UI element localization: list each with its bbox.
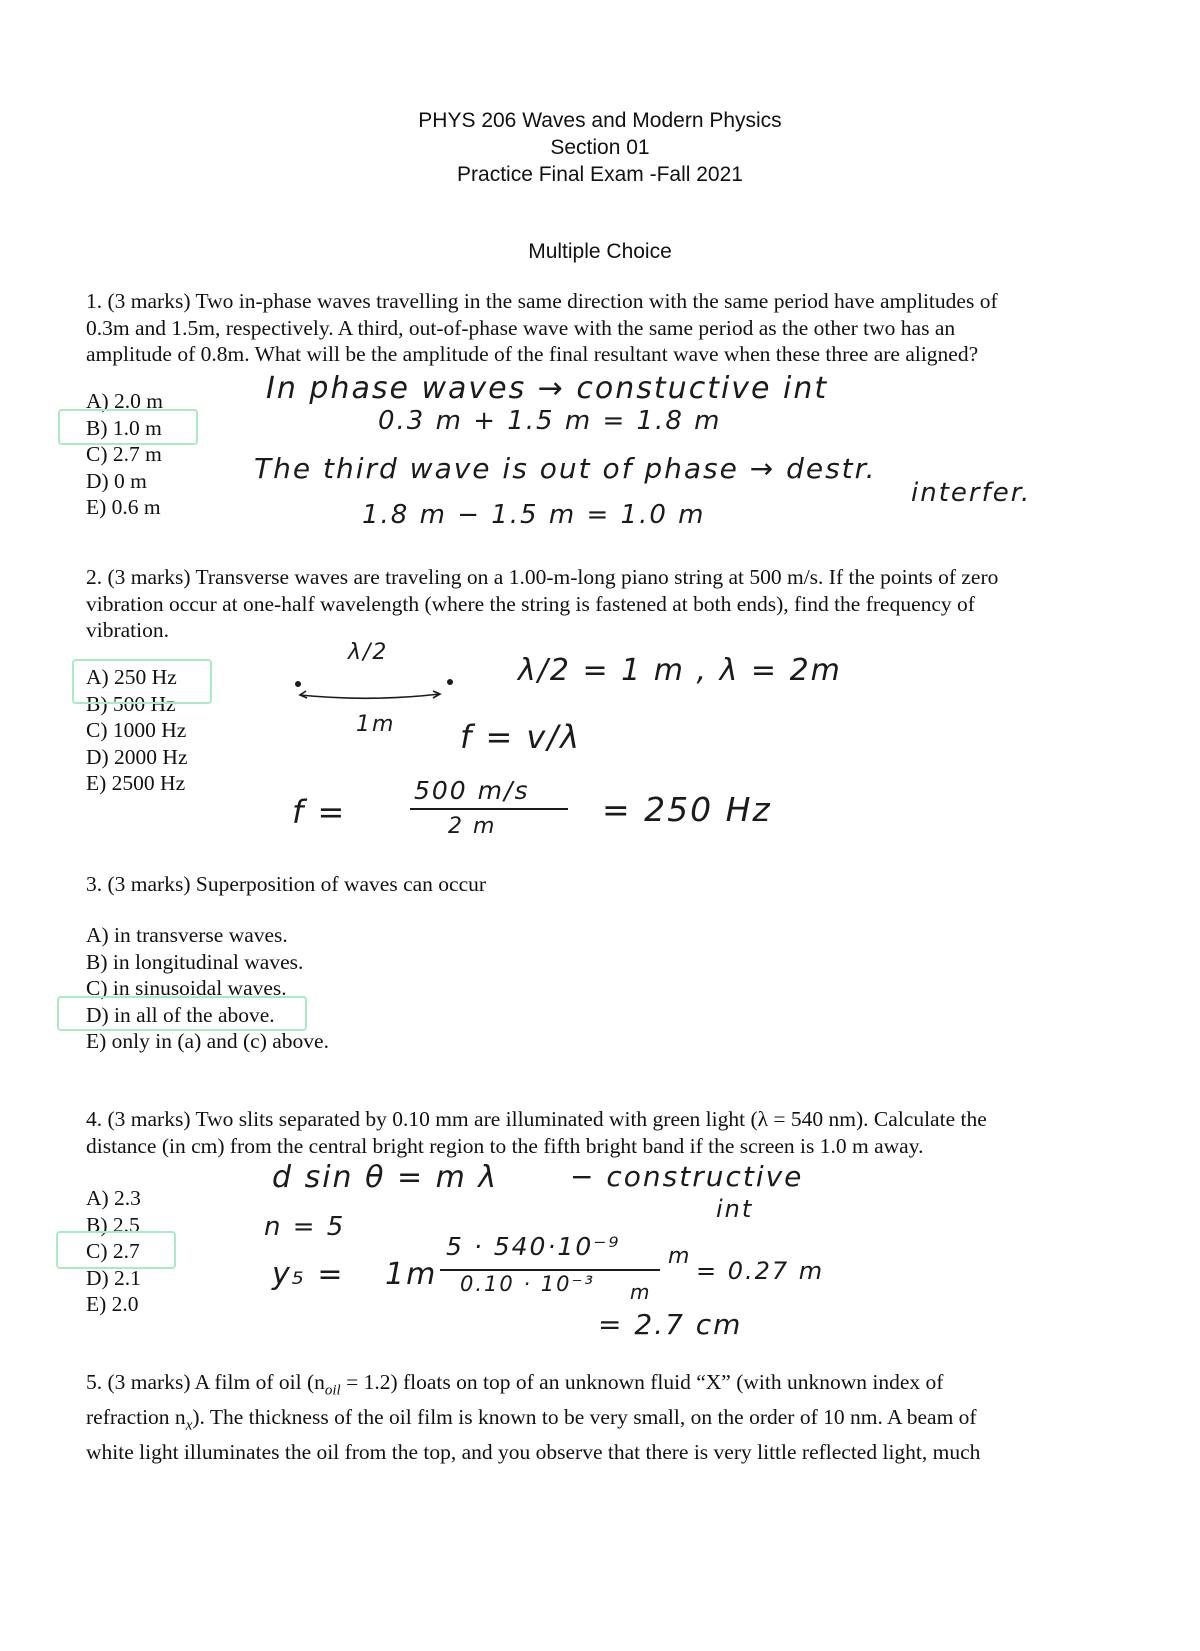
q4-note-5: y₅ = — [272, 1257, 345, 1292]
q5-line-1b: = 1.2) floats on top of an unknown fluid “X” (with unknown index of — [340, 1370, 944, 1394]
q4-answer-highlight — [56, 1231, 176, 1269]
q1-option-c[interactable]: C) 2.7 m — [86, 442, 162, 466]
part-heading: Multiple Choice — [528, 240, 672, 263]
q4-option-d[interactable]: D) 2.1 — [86, 1265, 141, 1290]
q3-option-d[interactable]: D) in all of the above. — [86, 1002, 275, 1027]
q1-note-2: 0.3 m + 1.5 m = 1.8 m — [378, 406, 722, 436]
question-4 — [86, 1106, 1086, 1159]
q4-note-10: m — [630, 1280, 652, 1304]
q3-answer-highlight — [57, 996, 307, 1031]
q4-note-1: d sin θ = m λ — [272, 1160, 499, 1195]
string-sketch — [290, 660, 470, 700]
q2-option-d[interactable]: D) 2000 Hz — [86, 744, 188, 769]
q2-note-8: = 250 Hz — [602, 790, 772, 829]
q2-note-6: 500 m/s — [414, 776, 530, 805]
section-label: Section 01 — [550, 136, 650, 159]
q2-line-3: vibration. — [86, 618, 169, 642]
q4-note-7: 5 · 540·10⁻⁹ — [446, 1232, 621, 1261]
q2-option-e[interactable]: E) 2500 Hz — [86, 771, 186, 795]
q2-option-b[interactable]: B) 500 Hz — [86, 691, 176, 716]
q2-note-2: 1m — [356, 712, 396, 737]
q2-note-5: f = — [292, 793, 347, 831]
q3-option-a[interactable]: A) in transverse waves. — [86, 923, 288, 947]
q3-option-b[interactable]: B) in longitudinal waves. — [86, 949, 304, 974]
q4-option-e[interactable]: E) 2.0 — [86, 1292, 139, 1316]
q2-note-7: 2 m — [448, 814, 497, 839]
q1-note-4: interfer. — [911, 478, 1032, 508]
q4-note-4: n = 5 — [264, 1212, 346, 1242]
course-title: PHYS 206 Waves and Modern Physics — [418, 109, 782, 132]
q4-note-12: = 2.7 cm — [598, 1308, 743, 1341]
arrowhead-left — [300, 691, 307, 698]
q1-options — [86, 388, 163, 521]
q5-line-2b: ). The thickness of the oil film is known to be very small, on the order of 10 nm. A beam of — [192, 1404, 977, 1429]
q4-note-2: − constructive — [570, 1160, 804, 1193]
q5-line-2a: refraction n — [86, 1404, 186, 1429]
q5-line-2 — [86, 1404, 1086, 1439]
q4-fraction-bar — [440, 1269, 660, 1271]
q4-line-2: distance (in cm) from the central bright region to the fifth bright band if the screen is 1.0 m away. — [86, 1133, 924, 1158]
q3-option-e[interactable]: E) only in (a) and (c) above. — [86, 1029, 329, 1053]
q3-line-1: 3. (3 marks) Superposition of waves can occur — [86, 872, 487, 896]
q1-line-1: 1. (3 marks) Two in-phase waves travelling in the same direction with the same period have amplitudes of — [86, 289, 998, 313]
question-3 — [86, 871, 1086, 898]
q2-option-a[interactable]: A) 250 Hz — [86, 665, 177, 689]
q2-option-c[interactable]: C) 1000 Hz — [86, 718, 187, 742]
q4-note-3: int — [716, 1195, 754, 1223]
q4-option-a[interactable]: A) 2.3 — [86, 1186, 141, 1210]
q2-note-4: f = v/λ — [460, 718, 582, 756]
string-end-right — [447, 679, 453, 685]
length-arrow — [300, 694, 440, 698]
q3-options — [86, 922, 329, 1055]
q4-line-1: 4. (3 marks) Two slits separated by 0.10 mm are illuminated with green light (λ = 540 nm). Calculate the — [86, 1107, 987, 1131]
q4-note-8: m — [668, 1244, 692, 1269]
q4-note-11: = 0.27 m — [696, 1257, 825, 1285]
q5-line-1 — [86, 1369, 1086, 1404]
q2-line-2: vibration occur at one-half wavelength (where the string is fastened at both ends), find the frequency of — [86, 591, 975, 616]
question-2 — [86, 564, 1086, 644]
q5-line-1a: 5. (3 marks) A film of oil (n — [86, 1370, 325, 1394]
q1-answer-highlight — [58, 409, 198, 445]
q1-note-1: In phase waves → constuctive int — [266, 371, 829, 406]
question-1 — [86, 288, 1086, 368]
q1-note-3: The third wave is out of phase → destr. — [254, 452, 877, 485]
q2-line-1: 2. (3 marks) Transverse waves are traveling on a 1.00-m-long piano string at 500 m/s. If the points of zero — [86, 565, 999, 589]
q4-note-6: 1m — [385, 1257, 438, 1292]
q2-note-1: λ/2 — [348, 640, 389, 665]
question-5 — [86, 1369, 1086, 1465]
fraction-bar — [410, 808, 568, 810]
q1-note-5: 1.8 m − 1.5 m = 1.0 m — [362, 500, 706, 530]
q1-line-3: amplitude of 0.8m. What will be the amplitude of the final resultant wave when these three are aligned? — [86, 342, 979, 366]
q1-line-2: 0.3m and 1.5m, respectively. A third, out-of-phase wave with the same period as the other two has an — [86, 315, 956, 340]
q1-option-a[interactable]: A) 2.0 m — [86, 389, 164, 413]
q4-option-b[interactable]: B) 2.5 — [86, 1212, 140, 1237]
q2-note-3: λ/2 = 1 m , λ = 2m — [518, 653, 842, 688]
q5-line-3: white light illuminates the oil from the top, and you observe that there is very little reflected light, much — [86, 1439, 981, 1464]
q2-answer-highlight — [72, 659, 212, 704]
q3-option-c[interactable]: C) in sinusoidal waves. — [86, 976, 287, 1000]
string-end-left — [295, 681, 301, 687]
q4-option-c[interactable]: C) 2.7 — [86, 1239, 140, 1263]
q4-note-9: 0.10 · 10⁻³ — [460, 1272, 596, 1296]
q1-option-b[interactable]: B) 1.0 m — [86, 415, 162, 440]
q1-option-d[interactable]: D) 0 m — [86, 468, 147, 493]
q1-option-e[interactable]: E) 0.6 m — [86, 495, 161, 519]
q5-sub-oil: oil — [324, 1382, 341, 1399]
exam-title: Practice Final Exam -Fall 2021 — [457, 163, 743, 186]
q5-sub-x: x — [185, 1417, 193, 1434]
